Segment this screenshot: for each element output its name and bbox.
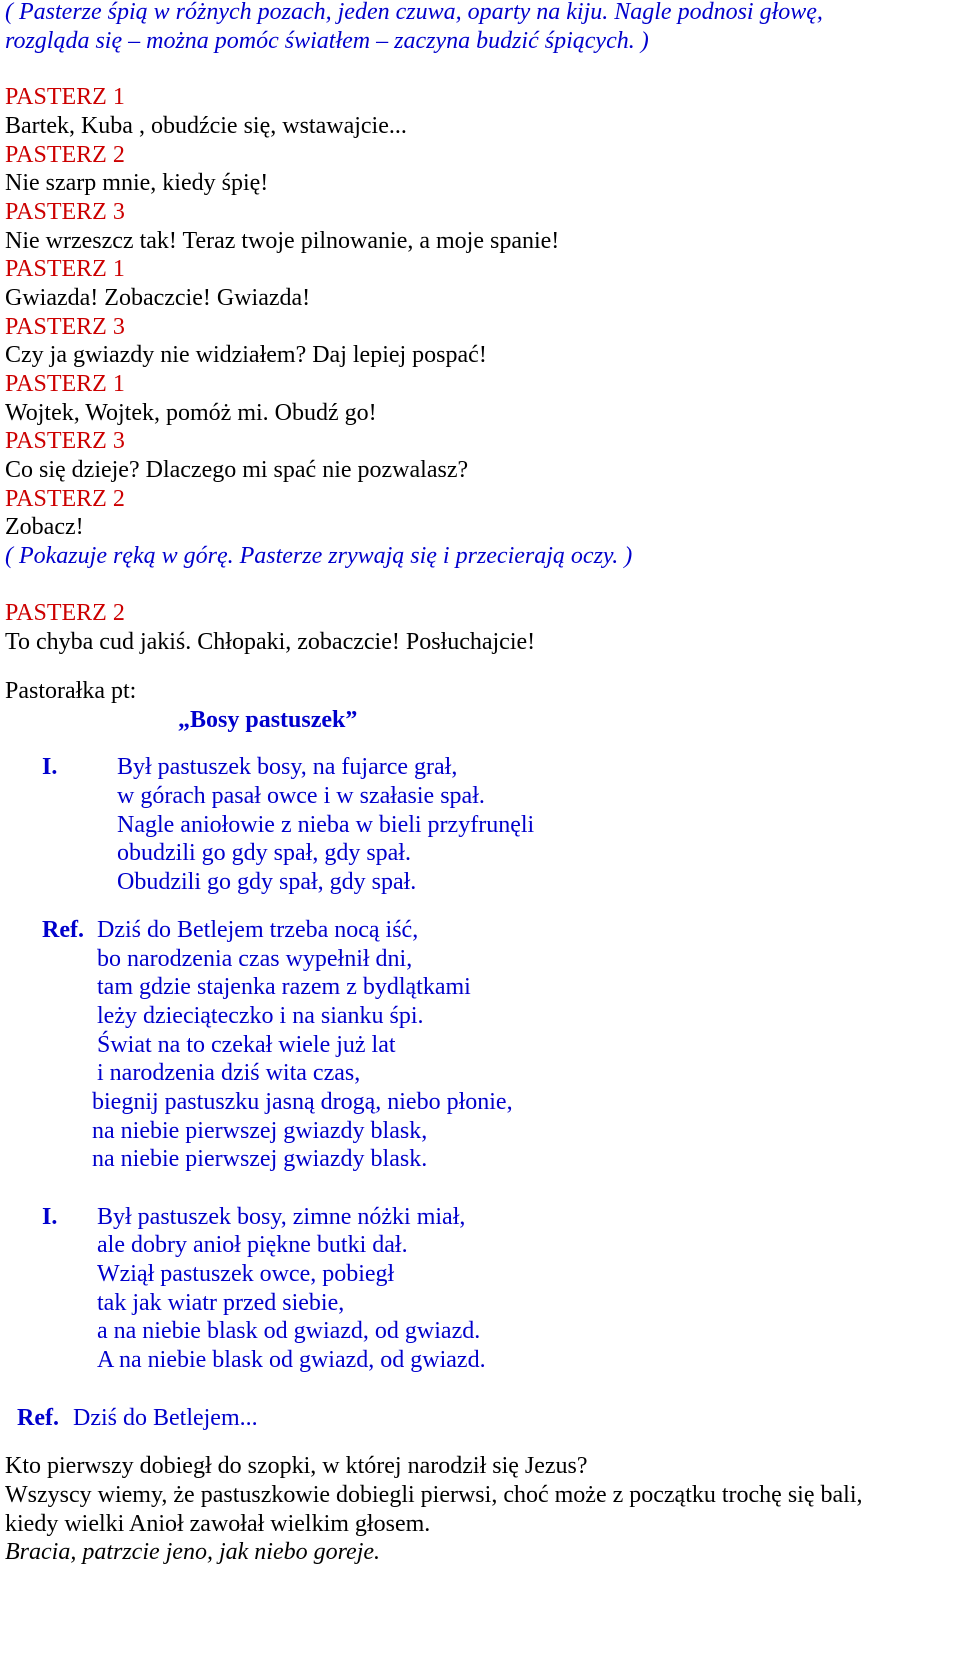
dialogue-line: Bartek, Kuba , obudźcie się, wstawajcie...	[5, 113, 407, 139]
refrain-line: tam gdzie stajenka razem z bydlątkami	[97, 974, 471, 1000]
closing-line: Kto pierwszy dobiegł do szopki, w której narodził się Jezus?	[5, 1453, 588, 1479]
verse-line: Był pastuszek bosy, na fujarce grał,	[117, 754, 458, 780]
stage-direction: ( Pokazuje ręką w górę. Pasterze zrywają się i przecierają oczy. )	[5, 543, 633, 569]
verse-line: A na niebie blask od gwiazd, od gwiazd.	[97, 1347, 486, 1373]
stage-direction-intro-line-2: rozgląda się – można pomóc światłem – zaczyna budzić śpiących. )	[5, 28, 649, 54]
song-title: „Bosy pastuszek”	[178, 707, 358, 733]
verse-line: Był pastuszek bosy, zimne nóżki miał,	[97, 1204, 466, 1230]
closing-line: kiedy wielki Anioł zawołał wielkim głosem.	[5, 1511, 431, 1537]
refrain-line: na niebie pierwszej gwiazdy blask.	[92, 1146, 428, 1172]
speaker-label: PASTERZ 1	[5, 256, 125, 282]
dialogue-line: Czy ja gwiazdy nie widziałem? Daj lepiej pospać!	[5, 342, 487, 368]
refrain-line: leży dzieciąteczko i na sianku śpi.	[97, 1003, 424, 1029]
dialogue-line: Zobacz!	[5, 514, 84, 540]
speaker-label: PASTERZ 1	[5, 371, 125, 397]
speaker-label: PASTERZ 3	[5, 428, 125, 454]
refrain-line: bo narodzenia czas wypełnił dni,	[97, 946, 413, 972]
song-intro-label: Pastorałka pt:	[5, 678, 137, 704]
speaker-label: PASTERZ 3	[5, 314, 125, 340]
dialogue-line: Nie szarp mnie, kiedy śpię!	[5, 170, 269, 196]
speaker-label: PASTERZ 3	[5, 199, 125, 225]
refrain-line: Świat na to czekał wiele już lat	[97, 1032, 396, 1058]
verse-line: a na niebie blask od gwiazd, od gwiazd.	[97, 1318, 481, 1344]
verse-marker: I.	[42, 1204, 58, 1230]
speaker-label: PASTERZ 1	[5, 84, 125, 110]
verse-line: Wziął pastuszek owce, pobiegł	[97, 1261, 395, 1287]
dialogue-line: Nie wrzeszcz tak! Teraz twoje pilnowanie, a moje spanie!	[5, 228, 560, 254]
speaker-label: PASTERZ 2	[5, 142, 125, 168]
refrain-line: i narodzenia dziś wita czas,	[97, 1060, 361, 1086]
verse-line: tak jak wiatr przed siebie,	[97, 1290, 345, 1316]
stage-direction-intro-line-1: ( Pasterze śpią w różnych pozach, jeden czuwa, oparty na kiju. Nagle podnosi głowę,	[5, 0, 823, 25]
closing-quote: Bracia, patrzcie jeno, jak niebo goreje.	[5, 1539, 381, 1565]
refrain-line: Dziś do Betlejem trzeba nocą iść,	[97, 917, 419, 943]
verse-line: obudzili go gdy spał, gdy spał.	[117, 840, 411, 866]
verse-line: Nagle aniołowie z nieba w bieli przyfrunęli	[117, 812, 535, 838]
verse-line: w górach pasał owce i w szałasie spał.	[117, 783, 485, 809]
dialogue-line: To chyba cud jakiś. Chłopaki, zobaczcie! Posłuchajcie!	[5, 629, 536, 655]
speaker-label: PASTERZ 2	[5, 600, 125, 626]
verse-line: ale dobry anioł piękne butki dał.	[97, 1232, 408, 1258]
dialogue-line: Wojtek, Wojtek, pomóż mi. Obudź go!	[5, 400, 377, 426]
verse-marker: I.	[42, 754, 58, 780]
dialogue-line: Gwiazda! Zobaczcie! Gwiazda!	[5, 285, 311, 311]
refrain-marker: Ref.	[17, 1405, 59, 1431]
closing-line: Wszyscy wiemy, że pastuszkowie dobiegli pierwsi, choć może z początku trochę się bali,	[5, 1482, 863, 1508]
refrain-repeat-text: Dziś do Betlejem...	[73, 1405, 258, 1431]
refrain-line: na niebie pierwszej gwiazdy blask,	[92, 1118, 428, 1144]
refrain-marker: Ref.	[42, 917, 84, 943]
refrain-line: biegnij pastuszku jasną drogą, niebo płonie,	[92, 1089, 513, 1115]
verse-line: Obudzili go gdy spał, gdy spał.	[117, 869, 417, 895]
dialogue-line: Co się dzieje? Dlaczego mi spać nie pozwalasz?	[5, 457, 469, 483]
speaker-label: PASTERZ 2	[5, 486, 125, 512]
